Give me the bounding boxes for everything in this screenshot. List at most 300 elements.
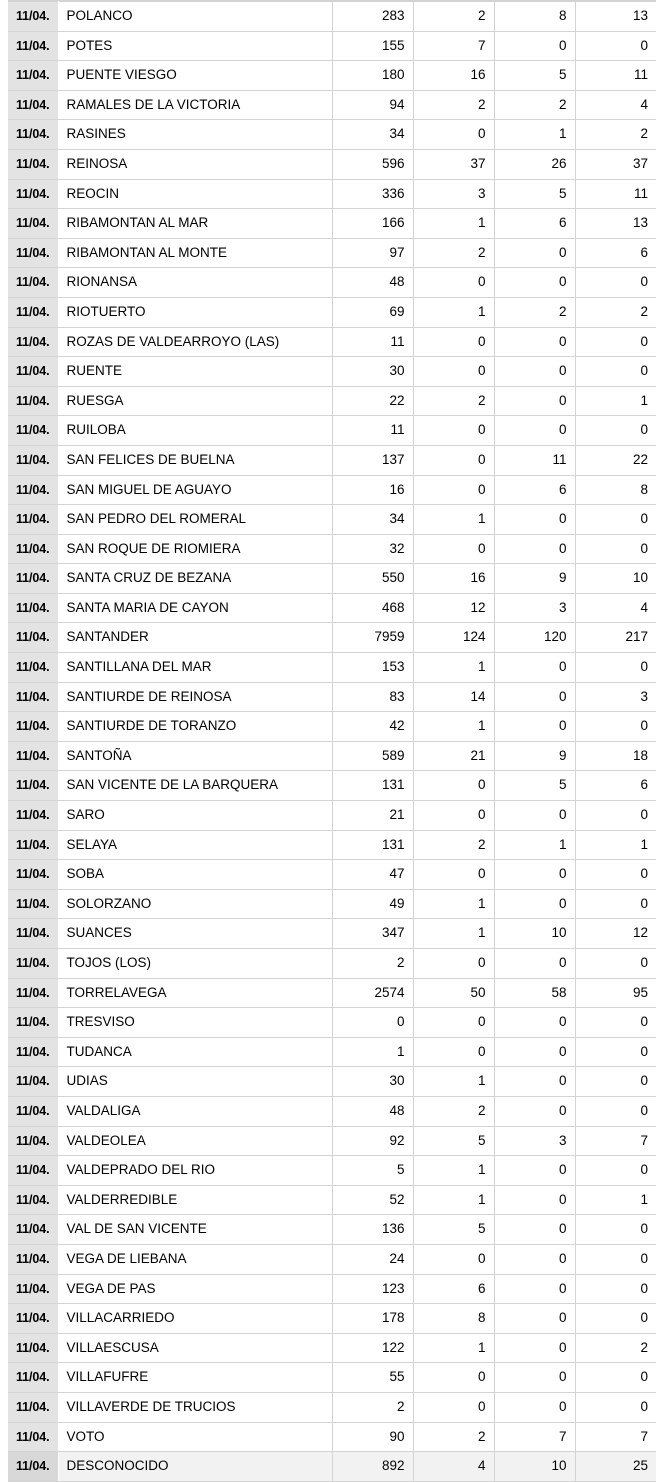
row-value-3-cell: 5 xyxy=(494,771,575,801)
row-value-4-cell: 0 xyxy=(575,801,656,831)
table-row xyxy=(8,2,656,32)
row-date-cell: 11/04. xyxy=(8,357,58,387)
row-date-cell: 11/04. xyxy=(8,327,58,357)
row-value-2-cell: 14 xyxy=(413,682,494,712)
row-value-2-cell: 1 xyxy=(413,1067,494,1097)
row-value-1-cell: 34 xyxy=(332,120,413,150)
row-value-1-cell: 92 xyxy=(332,1126,413,1156)
table-row xyxy=(8,209,656,239)
row-value-2-cell: 37 xyxy=(413,149,494,179)
row-value-3-cell: 3 xyxy=(494,1126,575,1156)
row-municipality-cell: RASINES xyxy=(58,120,332,150)
row-value-1-cell: 94 xyxy=(332,90,413,120)
row-value-3-cell: 0 xyxy=(494,505,575,535)
table-row xyxy=(8,238,656,268)
row-municipality-cell: VAL DE SAN VICENTE xyxy=(58,1215,332,1245)
row-date-cell: 11/04. xyxy=(8,268,58,298)
row-date-cell: 11/04. xyxy=(8,978,58,1008)
row-value-4-cell: 6 xyxy=(575,238,656,268)
row-value-1-cell: 180 xyxy=(332,61,413,91)
row-value-4-cell: 0 xyxy=(575,889,656,919)
row-date-cell: 11/04. xyxy=(8,1215,58,1245)
row-value-1-cell: 155 xyxy=(332,31,413,61)
table-row xyxy=(8,61,656,91)
row-value-4-cell: 3 xyxy=(575,682,656,712)
row-date-cell: 11/04. xyxy=(8,801,58,831)
table-row xyxy=(8,1422,656,1452)
row-value-2-cell: 0 xyxy=(413,327,494,357)
row-municipality-cell: SAN MIGUEL DE AGUAYO xyxy=(58,475,332,505)
row-date-cell: 11/04. xyxy=(8,1067,58,1097)
row-date-cell: 11/04. xyxy=(8,889,58,919)
row-value-1-cell: 16 xyxy=(332,475,413,505)
row-value-4-cell: 1 xyxy=(575,1185,656,1215)
row-value-4-cell: 7 xyxy=(575,1422,656,1452)
row-value-3-cell: 0 xyxy=(494,357,575,387)
row-municipality-cell: POTES xyxy=(58,31,332,61)
row-municipality-cell: UDIAS xyxy=(58,1067,332,1097)
row-value-2-cell: 0 xyxy=(413,860,494,890)
row-date-cell: 11/04. xyxy=(8,1156,58,1186)
row-value-4-cell: 11 xyxy=(575,179,656,209)
row-date-cell: 11/04. xyxy=(8,1096,58,1126)
row-value-1-cell: 136 xyxy=(332,1215,413,1245)
row-value-2-cell: 1 xyxy=(413,209,494,239)
table-row xyxy=(8,1392,656,1422)
row-municipality-cell: RIBAMONTAN AL MAR xyxy=(58,209,332,239)
row-value-4-cell: 7 xyxy=(575,1126,656,1156)
table-row xyxy=(8,919,656,949)
table-row xyxy=(8,357,656,387)
row-value-2-cell: 0 xyxy=(413,771,494,801)
row-value-1-cell: 30 xyxy=(332,1067,413,1097)
row-date-cell: 11/04. xyxy=(8,61,58,91)
row-date-cell: 11/04. xyxy=(8,593,58,623)
table-row xyxy=(8,653,656,683)
row-value-2-cell: 0 xyxy=(413,534,494,564)
row-municipality-cell: VILLAESCUSA xyxy=(58,1333,332,1363)
row-value-2-cell: 0 xyxy=(413,416,494,446)
table-row xyxy=(8,860,656,890)
row-value-3-cell: 10 xyxy=(494,1452,575,1482)
row-value-2-cell: 50 xyxy=(413,978,494,1008)
row-value-1-cell: 2 xyxy=(332,949,413,979)
row-value-1-cell: 2574 xyxy=(332,978,413,1008)
row-date-cell: 11/04. xyxy=(8,1185,58,1215)
row-value-3-cell: 26 xyxy=(494,149,575,179)
row-value-1-cell: 0 xyxy=(332,1008,413,1038)
row-value-4-cell: 1 xyxy=(575,386,656,416)
table-row xyxy=(8,90,656,120)
row-date-cell: 11/04. xyxy=(8,741,58,771)
table-row xyxy=(8,1274,656,1304)
row-municipality-cell: SOBA xyxy=(58,860,332,890)
row-municipality-cell: RIONANSA xyxy=(58,268,332,298)
row-value-2-cell: 2 xyxy=(413,238,494,268)
row-date-cell: 11/04. xyxy=(8,1452,58,1482)
row-municipality-cell: SANTILLANA DEL MAR xyxy=(58,653,332,683)
row-value-2-cell: 2 xyxy=(413,830,494,860)
row-value-4-cell: 6 xyxy=(575,771,656,801)
row-value-3-cell: 0 xyxy=(494,327,575,357)
row-value-4-cell: 0 xyxy=(575,949,656,979)
row-municipality-cell: PUENTE VIESGO xyxy=(58,61,332,91)
table-row xyxy=(8,830,656,860)
row-date-cell: 11/04. xyxy=(8,1363,58,1393)
row-value-4-cell: 12 xyxy=(575,919,656,949)
row-date-cell: 11/04. xyxy=(8,1422,58,1452)
row-municipality-cell: TRESVISO xyxy=(58,1008,332,1038)
row-value-2-cell: 7 xyxy=(413,31,494,61)
row-value-1-cell: 52 xyxy=(332,1185,413,1215)
table-row xyxy=(8,1126,656,1156)
row-date-cell: 11/04. xyxy=(8,475,58,505)
row-value-3-cell: 10 xyxy=(494,919,575,949)
table-row xyxy=(8,771,656,801)
table-row xyxy=(8,1244,656,1274)
row-municipality-cell: RAMALES DE LA VICTORIA xyxy=(58,90,332,120)
row-value-1-cell: 22 xyxy=(332,386,413,416)
row-value-3-cell: 58 xyxy=(494,978,575,1008)
row-date-cell: 11/04. xyxy=(8,149,58,179)
row-value-2-cell: 0 xyxy=(413,1392,494,1422)
row-date-cell: 11/04. xyxy=(8,445,58,475)
row-value-4-cell: 13 xyxy=(575,2,656,32)
row-value-4-cell: 18 xyxy=(575,741,656,771)
row-value-1-cell: 153 xyxy=(332,653,413,683)
row-value-3-cell: 0 xyxy=(494,801,575,831)
row-municipality-cell: VILLACARRIEDO xyxy=(58,1304,332,1334)
row-date-cell: 11/04. xyxy=(8,2,58,32)
row-value-2-cell: 16 xyxy=(413,61,494,91)
row-municipality-cell: RIOTUERTO xyxy=(58,297,332,327)
row-date-cell: 11/04. xyxy=(8,919,58,949)
row-municipality-cell: VOTO xyxy=(58,1422,332,1452)
row-municipality-cell: TORRELAVEGA xyxy=(58,978,332,1008)
row-municipality-cell: SANTIURDE DE TORANZO xyxy=(58,712,332,742)
row-value-1-cell: 131 xyxy=(332,771,413,801)
row-value-1-cell: 55 xyxy=(332,1363,413,1393)
row-value-3-cell: 0 xyxy=(494,416,575,446)
row-value-3-cell: 9 xyxy=(494,741,575,771)
table-row xyxy=(8,1008,656,1038)
row-value-4-cell: 0 xyxy=(575,1215,656,1245)
municipality-data-table xyxy=(8,1,656,1482)
table-row xyxy=(8,949,656,979)
table-row xyxy=(8,1037,656,1067)
table-row xyxy=(8,268,656,298)
row-value-3-cell: 0 xyxy=(494,238,575,268)
row-value-3-cell: 0 xyxy=(494,653,575,683)
row-value-2-cell: 0 xyxy=(413,268,494,298)
row-value-3-cell: 11 xyxy=(494,445,575,475)
row-date-cell: 11/04. xyxy=(8,416,58,446)
row-value-1-cell: 5 xyxy=(332,1156,413,1186)
row-value-3-cell: 8 xyxy=(494,2,575,32)
row-value-4-cell: 22 xyxy=(575,445,656,475)
row-value-3-cell: 6 xyxy=(494,209,575,239)
row-value-2-cell: 6 xyxy=(413,1274,494,1304)
row-value-3-cell: 0 xyxy=(494,1215,575,1245)
row-value-3-cell: 2 xyxy=(494,297,575,327)
row-municipality-cell: SUANCES xyxy=(58,919,332,949)
row-value-2-cell: 1 xyxy=(413,653,494,683)
row-value-4-cell: 1 xyxy=(575,830,656,860)
table-row xyxy=(8,1096,656,1126)
row-value-4-cell: 2 xyxy=(575,297,656,327)
row-value-3-cell: 7 xyxy=(494,1422,575,1452)
row-value-1-cell: 42 xyxy=(332,712,413,742)
table-row xyxy=(8,475,656,505)
table-row xyxy=(8,1304,656,1334)
row-value-4-cell: 0 xyxy=(575,416,656,446)
row-date-cell: 11/04. xyxy=(8,682,58,712)
row-value-1-cell: 2 xyxy=(332,1392,413,1422)
row-value-2-cell: 2 xyxy=(413,90,494,120)
row-value-3-cell: 0 xyxy=(494,386,575,416)
row-municipality-cell: VEGA DE PAS xyxy=(58,1274,332,1304)
row-municipality-cell: POLANCO xyxy=(58,2,332,32)
row-municipality-cell: VALDALIGA xyxy=(58,1096,332,1126)
row-value-4-cell: 2 xyxy=(575,120,656,150)
row-value-1-cell: 166 xyxy=(332,209,413,239)
row-value-3-cell: 0 xyxy=(494,1037,575,1067)
row-municipality-cell: VEGA DE LIEBANA xyxy=(58,1244,332,1274)
row-value-4-cell: 0 xyxy=(575,1392,656,1422)
row-value-1-cell: 32 xyxy=(332,534,413,564)
row-municipality-cell: VALDEOLEA xyxy=(58,1126,332,1156)
row-value-1-cell: 21 xyxy=(332,801,413,831)
row-value-3-cell: 0 xyxy=(494,1274,575,1304)
row-value-2-cell: 8 xyxy=(413,1304,494,1334)
row-value-1-cell: 131 xyxy=(332,830,413,860)
row-value-3-cell: 0 xyxy=(494,1185,575,1215)
row-value-1-cell: 468 xyxy=(332,593,413,623)
table-row xyxy=(8,1067,656,1097)
row-value-1-cell: 892 xyxy=(332,1452,413,1482)
row-date-cell: 11/04. xyxy=(8,297,58,327)
row-municipality-cell: VALDERREDIBLE xyxy=(58,1185,332,1215)
data-table-container xyxy=(0,1,664,1482)
table-row xyxy=(8,386,656,416)
table-row xyxy=(8,1215,656,1245)
row-value-2-cell: 1 xyxy=(413,1185,494,1215)
table-row xyxy=(8,31,656,61)
row-date-cell: 11/04. xyxy=(8,1037,58,1067)
row-value-2-cell: 0 xyxy=(413,1363,494,1393)
row-value-3-cell: 5 xyxy=(494,61,575,91)
row-value-4-cell: 0 xyxy=(575,1244,656,1274)
row-value-3-cell: 0 xyxy=(494,1304,575,1334)
row-municipality-cell: SANTOÑA xyxy=(58,741,332,771)
row-date-cell: 11/04. xyxy=(8,1274,58,1304)
row-value-4-cell: 0 xyxy=(575,268,656,298)
row-municipality-cell: VILLAVERDE DE TRUCIOS xyxy=(58,1392,332,1422)
table-row xyxy=(8,741,656,771)
row-value-3-cell: 0 xyxy=(494,1096,575,1126)
row-municipality-cell: REINOSA xyxy=(58,149,332,179)
row-value-3-cell: 1 xyxy=(494,830,575,860)
row-value-2-cell: 2 xyxy=(413,386,494,416)
row-municipality-cell: SAN FELICES DE BUELNA xyxy=(58,445,332,475)
row-value-4-cell: 4 xyxy=(575,593,656,623)
row-municipality-cell: SANTA CRUZ DE BEZANA xyxy=(58,564,332,594)
row-value-3-cell: 0 xyxy=(494,268,575,298)
row-municipality-cell: VILLAFUFRE xyxy=(58,1363,332,1393)
row-value-2-cell: 0 xyxy=(413,801,494,831)
row-value-1-cell: 123 xyxy=(332,1274,413,1304)
row-value-2-cell: 21 xyxy=(413,741,494,771)
table-row xyxy=(8,416,656,446)
row-date-cell: 11/04. xyxy=(8,534,58,564)
table-row xyxy=(8,1363,656,1393)
row-value-3-cell: 0 xyxy=(494,1156,575,1186)
row-municipality-cell: RIBAMONTAN AL MONTE xyxy=(58,238,332,268)
row-value-4-cell: 0 xyxy=(575,505,656,535)
row-value-3-cell: 0 xyxy=(494,1392,575,1422)
row-value-1-cell: 49 xyxy=(332,889,413,919)
table-row xyxy=(8,327,656,357)
row-value-3-cell: 0 xyxy=(494,949,575,979)
row-value-4-cell: 13 xyxy=(575,209,656,239)
table-row xyxy=(8,564,656,594)
row-value-2-cell: 4 xyxy=(413,1452,494,1482)
table-row xyxy=(8,682,656,712)
table-row xyxy=(8,1333,656,1363)
row-value-4-cell: 37 xyxy=(575,149,656,179)
row-value-4-cell: 2 xyxy=(575,1333,656,1363)
row-value-3-cell: 6 xyxy=(494,475,575,505)
row-value-4-cell: 0 xyxy=(575,31,656,61)
row-value-1-cell: 596 xyxy=(332,149,413,179)
row-value-2-cell: 2 xyxy=(413,1096,494,1126)
row-value-2-cell: 5 xyxy=(413,1215,494,1245)
row-municipality-cell: VALDEPRADO DEL RIO xyxy=(58,1156,332,1186)
table-row xyxy=(8,297,656,327)
row-value-2-cell: 2 xyxy=(413,2,494,32)
row-value-3-cell: 0 xyxy=(494,1067,575,1097)
row-value-2-cell: 1 xyxy=(413,919,494,949)
row-value-4-cell: 0 xyxy=(575,1008,656,1038)
row-value-3-cell: 0 xyxy=(494,860,575,890)
row-value-2-cell: 0 xyxy=(413,1008,494,1038)
row-date-cell: 11/04. xyxy=(8,505,58,535)
row-value-2-cell: 0 xyxy=(413,949,494,979)
row-date-cell: 11/04. xyxy=(8,1392,58,1422)
row-value-1-cell: 24 xyxy=(332,1244,413,1274)
row-value-4-cell: 8 xyxy=(575,475,656,505)
row-date-cell: 11/04. xyxy=(8,1126,58,1156)
row-date-cell: 11/04. xyxy=(8,1244,58,1274)
row-value-1-cell: 69 xyxy=(332,297,413,327)
row-date-cell: 11/04. xyxy=(8,238,58,268)
table-row xyxy=(8,120,656,150)
row-municipality-cell: RUENTE xyxy=(58,357,332,387)
row-date-cell: 11/04. xyxy=(8,949,58,979)
row-value-1-cell: 83 xyxy=(332,682,413,712)
row-value-2-cell: 0 xyxy=(413,1244,494,1274)
row-value-4-cell: 0 xyxy=(575,1156,656,1186)
row-value-1-cell: 48 xyxy=(332,268,413,298)
row-value-1-cell: 336 xyxy=(332,179,413,209)
table-row xyxy=(8,445,656,475)
row-date-cell: 11/04. xyxy=(8,653,58,683)
row-value-1-cell: 47 xyxy=(332,860,413,890)
row-municipality-cell: RUESGA xyxy=(58,386,332,416)
row-municipality-cell: TUDANCA xyxy=(58,1037,332,1067)
row-value-3-cell: 1 xyxy=(494,120,575,150)
table-row xyxy=(8,1156,656,1186)
row-value-1-cell: 137 xyxy=(332,445,413,475)
table-row xyxy=(8,149,656,179)
row-value-4-cell: 0 xyxy=(575,712,656,742)
row-value-1-cell: 1 xyxy=(332,1037,413,1067)
row-date-cell: 11/04. xyxy=(8,564,58,594)
row-value-1-cell: 11 xyxy=(332,416,413,446)
row-municipality-cell: RUILOBA xyxy=(58,416,332,446)
table-row xyxy=(8,1185,656,1215)
row-value-1-cell: 550 xyxy=(332,564,413,594)
row-municipality-cell: SANTIURDE DE REINOSA xyxy=(58,682,332,712)
row-value-2-cell: 1 xyxy=(413,889,494,919)
row-municipality-cell: SAN PEDRO DEL ROMERAL xyxy=(58,505,332,535)
row-municipality-cell: REOCIN xyxy=(58,179,332,209)
row-value-4-cell: 0 xyxy=(575,1304,656,1334)
row-value-1-cell: 347 xyxy=(332,919,413,949)
row-value-4-cell: 0 xyxy=(575,653,656,683)
row-value-2-cell: 0 xyxy=(413,357,494,387)
row-value-4-cell: 0 xyxy=(575,1096,656,1126)
row-date-cell: 11/04. xyxy=(8,1008,58,1038)
row-value-1-cell: 30 xyxy=(332,357,413,387)
row-value-4-cell: 25 xyxy=(575,1452,656,1482)
row-date-cell: 11/04. xyxy=(8,386,58,416)
table-row xyxy=(8,534,656,564)
row-value-1-cell: 283 xyxy=(332,2,413,32)
row-value-1-cell: 48 xyxy=(332,1096,413,1126)
row-municipality-cell: SOLORZANO xyxy=(58,889,332,919)
row-value-3-cell: 0 xyxy=(494,1333,575,1363)
table-row xyxy=(8,1452,656,1482)
row-value-1-cell: 11 xyxy=(332,327,413,357)
row-value-3-cell: 0 xyxy=(494,1244,575,1274)
row-date-cell: 11/04. xyxy=(8,1333,58,1363)
row-value-2-cell: 2 xyxy=(413,1422,494,1452)
row-municipality-cell: SANTANDER xyxy=(58,623,332,653)
row-value-2-cell: 1 xyxy=(413,712,494,742)
table-row xyxy=(8,978,656,1008)
row-date-cell: 11/04. xyxy=(8,1304,58,1334)
table-body xyxy=(8,2,656,1482)
row-value-2-cell: 0 xyxy=(413,120,494,150)
row-value-3-cell: 2 xyxy=(494,90,575,120)
row-value-2-cell: 0 xyxy=(413,475,494,505)
table-row xyxy=(8,801,656,831)
row-value-3-cell: 0 xyxy=(494,1008,575,1038)
row-value-4-cell: 0 xyxy=(575,1274,656,1304)
row-value-2-cell: 0 xyxy=(413,445,494,475)
row-municipality-cell: DESCONOCIDO xyxy=(58,1452,332,1482)
row-value-3-cell: 120 xyxy=(494,623,575,653)
row-value-2-cell: 16 xyxy=(413,564,494,594)
row-value-3-cell: 3 xyxy=(494,593,575,623)
row-value-1-cell: 122 xyxy=(332,1333,413,1363)
row-value-1-cell: 34 xyxy=(332,505,413,535)
row-municipality-cell: ROZAS DE VALDEARROYO (LAS) xyxy=(58,327,332,357)
row-value-3-cell: 0 xyxy=(494,31,575,61)
row-date-cell: 11/04. xyxy=(8,120,58,150)
row-value-4-cell: 0 xyxy=(575,534,656,564)
